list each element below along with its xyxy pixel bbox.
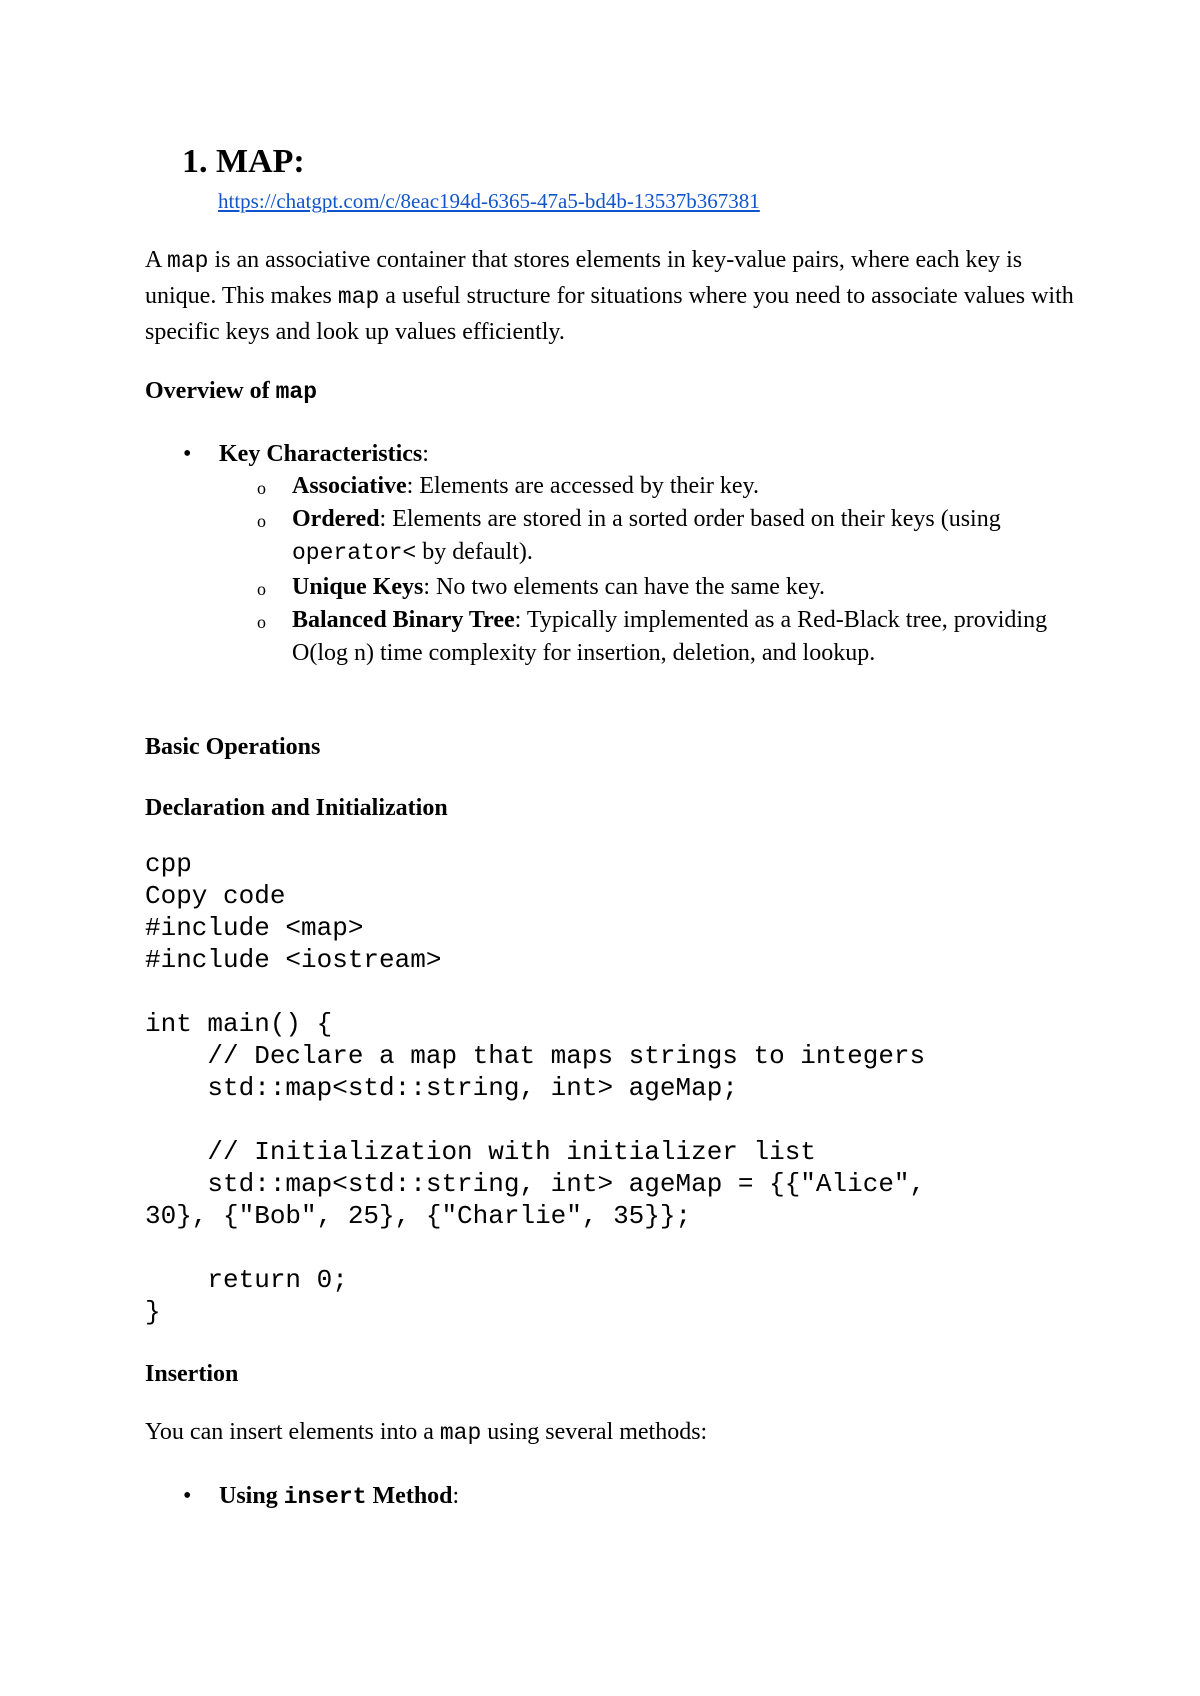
overview-code-map: map (275, 379, 318, 405)
intro-code-map-2: map (337, 284, 380, 310)
copy-code-label[interactable]: Copy code (145, 881, 286, 911)
circle-bullet-icon: o (257, 612, 266, 632)
insert-code-map: map (439, 1420, 482, 1446)
circle-bullet-icon: o (257, 511, 266, 531)
intro-text-c: a useful structure for situations where you need to associate values with specific keys and look up values efficiently. (145, 283, 1074, 345)
code-line: int main() { (145, 1009, 333, 1039)
section-heading: 1. MAP: (182, 143, 305, 180)
intro-paragraph (145, 243, 1075, 350)
code-line: cpp (145, 849, 192, 879)
circle-bullet-icon: o (257, 579, 266, 599)
code-line: std::map<std::string, int> ageMap; (145, 1073, 738, 1103)
code-line (145, 976, 925, 1008)
list-item: o Unique Keys: No two elements can have the same key. (292, 571, 1072, 604)
code-line: #include <map> (145, 913, 364, 943)
insert-method-code: insert (283, 1484, 367, 1510)
code-line: // Initialization with initializer list (145, 1137, 816, 1167)
overview-heading: Overview of map (145, 378, 318, 405)
intro-text-b: is an associative container that stores elements in key-value pairs, where each key is unique. This makes (145, 247, 1023, 309)
operator-code: operator< (292, 540, 417, 566)
intro-code-map: map (167, 248, 209, 274)
intro-text-a: A (145, 247, 168, 273)
bullet-icon: • (183, 441, 192, 467)
code-line (145, 1104, 925, 1136)
code-line: } (145, 1297, 161, 1327)
declaration-heading: Declaration and Initialization (145, 795, 448, 821)
key-characteristics-label: Key Characteristics (219, 441, 423, 467)
code-line: std::map<std::string, int> ageMap = {{"Alice", (145, 1169, 926, 1199)
list-item: o Associative: Elements are accessed by their key. (292, 470, 1072, 503)
insertion-paragraph: You can insert elements into a map using several methods: (145, 1419, 708, 1446)
insertion-heading: Insertion (145, 1361, 239, 1387)
code-line: 30}, {"Bob", 25}, {"Charlie", 35}}; (145, 1201, 692, 1231)
circle-bullet-icon: o (257, 478, 266, 498)
code-line: // Declare a map that maps strings to integers (145, 1041, 926, 1071)
basic-operations-heading: Basic Operations (145, 734, 321, 760)
list-item: o Ordered: Elements are stored in a sorted order based on their keys (using operator< by default). (257, 506, 1001, 566)
code-block (145, 848, 925, 1328)
document-page: 1. MAP: https://chatgpt.com/c/8eac194d-6365-47a5-bd4b-13537b367381 A map is an associative container that stores elements in key-value pairs, where each key is unique. This makes map a useful structure for situations where you need to associate values with specific keys and look up values efficiently. Overview of map • Key Characteristics: o Associative: Elements are accessed by their key. o Ordered: Elements are stored in a sorted order based on their keys (using operator< by default). o Unique Keys: No two elements can have the same key. o Balanced Binary Tree: Typically implemented as a Red-Black tree, providing O(log n) time complexity for insertion, deletion, and lookup. Basic Operations Declaration and Initialization cpp Copy code #include <map> #include <iostream> int main() { // Declare a map that maps strings to integers std::map<std::string, int> ageMap; // Initialization with initializer list std::map<std::string, int> ageMap = {{"Alice", 30}, {"Bob", 25}, {"Charlie", 35}}; return 0; } Insertion You can insert elements into a map using several methods: • Using insert Method: (145, 143, 1074, 1510)
code-line (145, 1232, 925, 1264)
chatgpt-link[interactable]: https://chatgpt.com/c/8eac194d-6365-47a5-bd4b-13537b367381 (218, 189, 760, 213)
code-line: #include <iostream> (145, 945, 442, 975)
list-item: o Balanced Binary Tree: Typically implemented as a Red-Black tree, providing O(log n) time complexity for insertion, deletion, and lookup. (257, 607, 1048, 666)
code-line: return 0; (145, 1265, 348, 1295)
bullet-icon: • (183, 1483, 192, 1509)
